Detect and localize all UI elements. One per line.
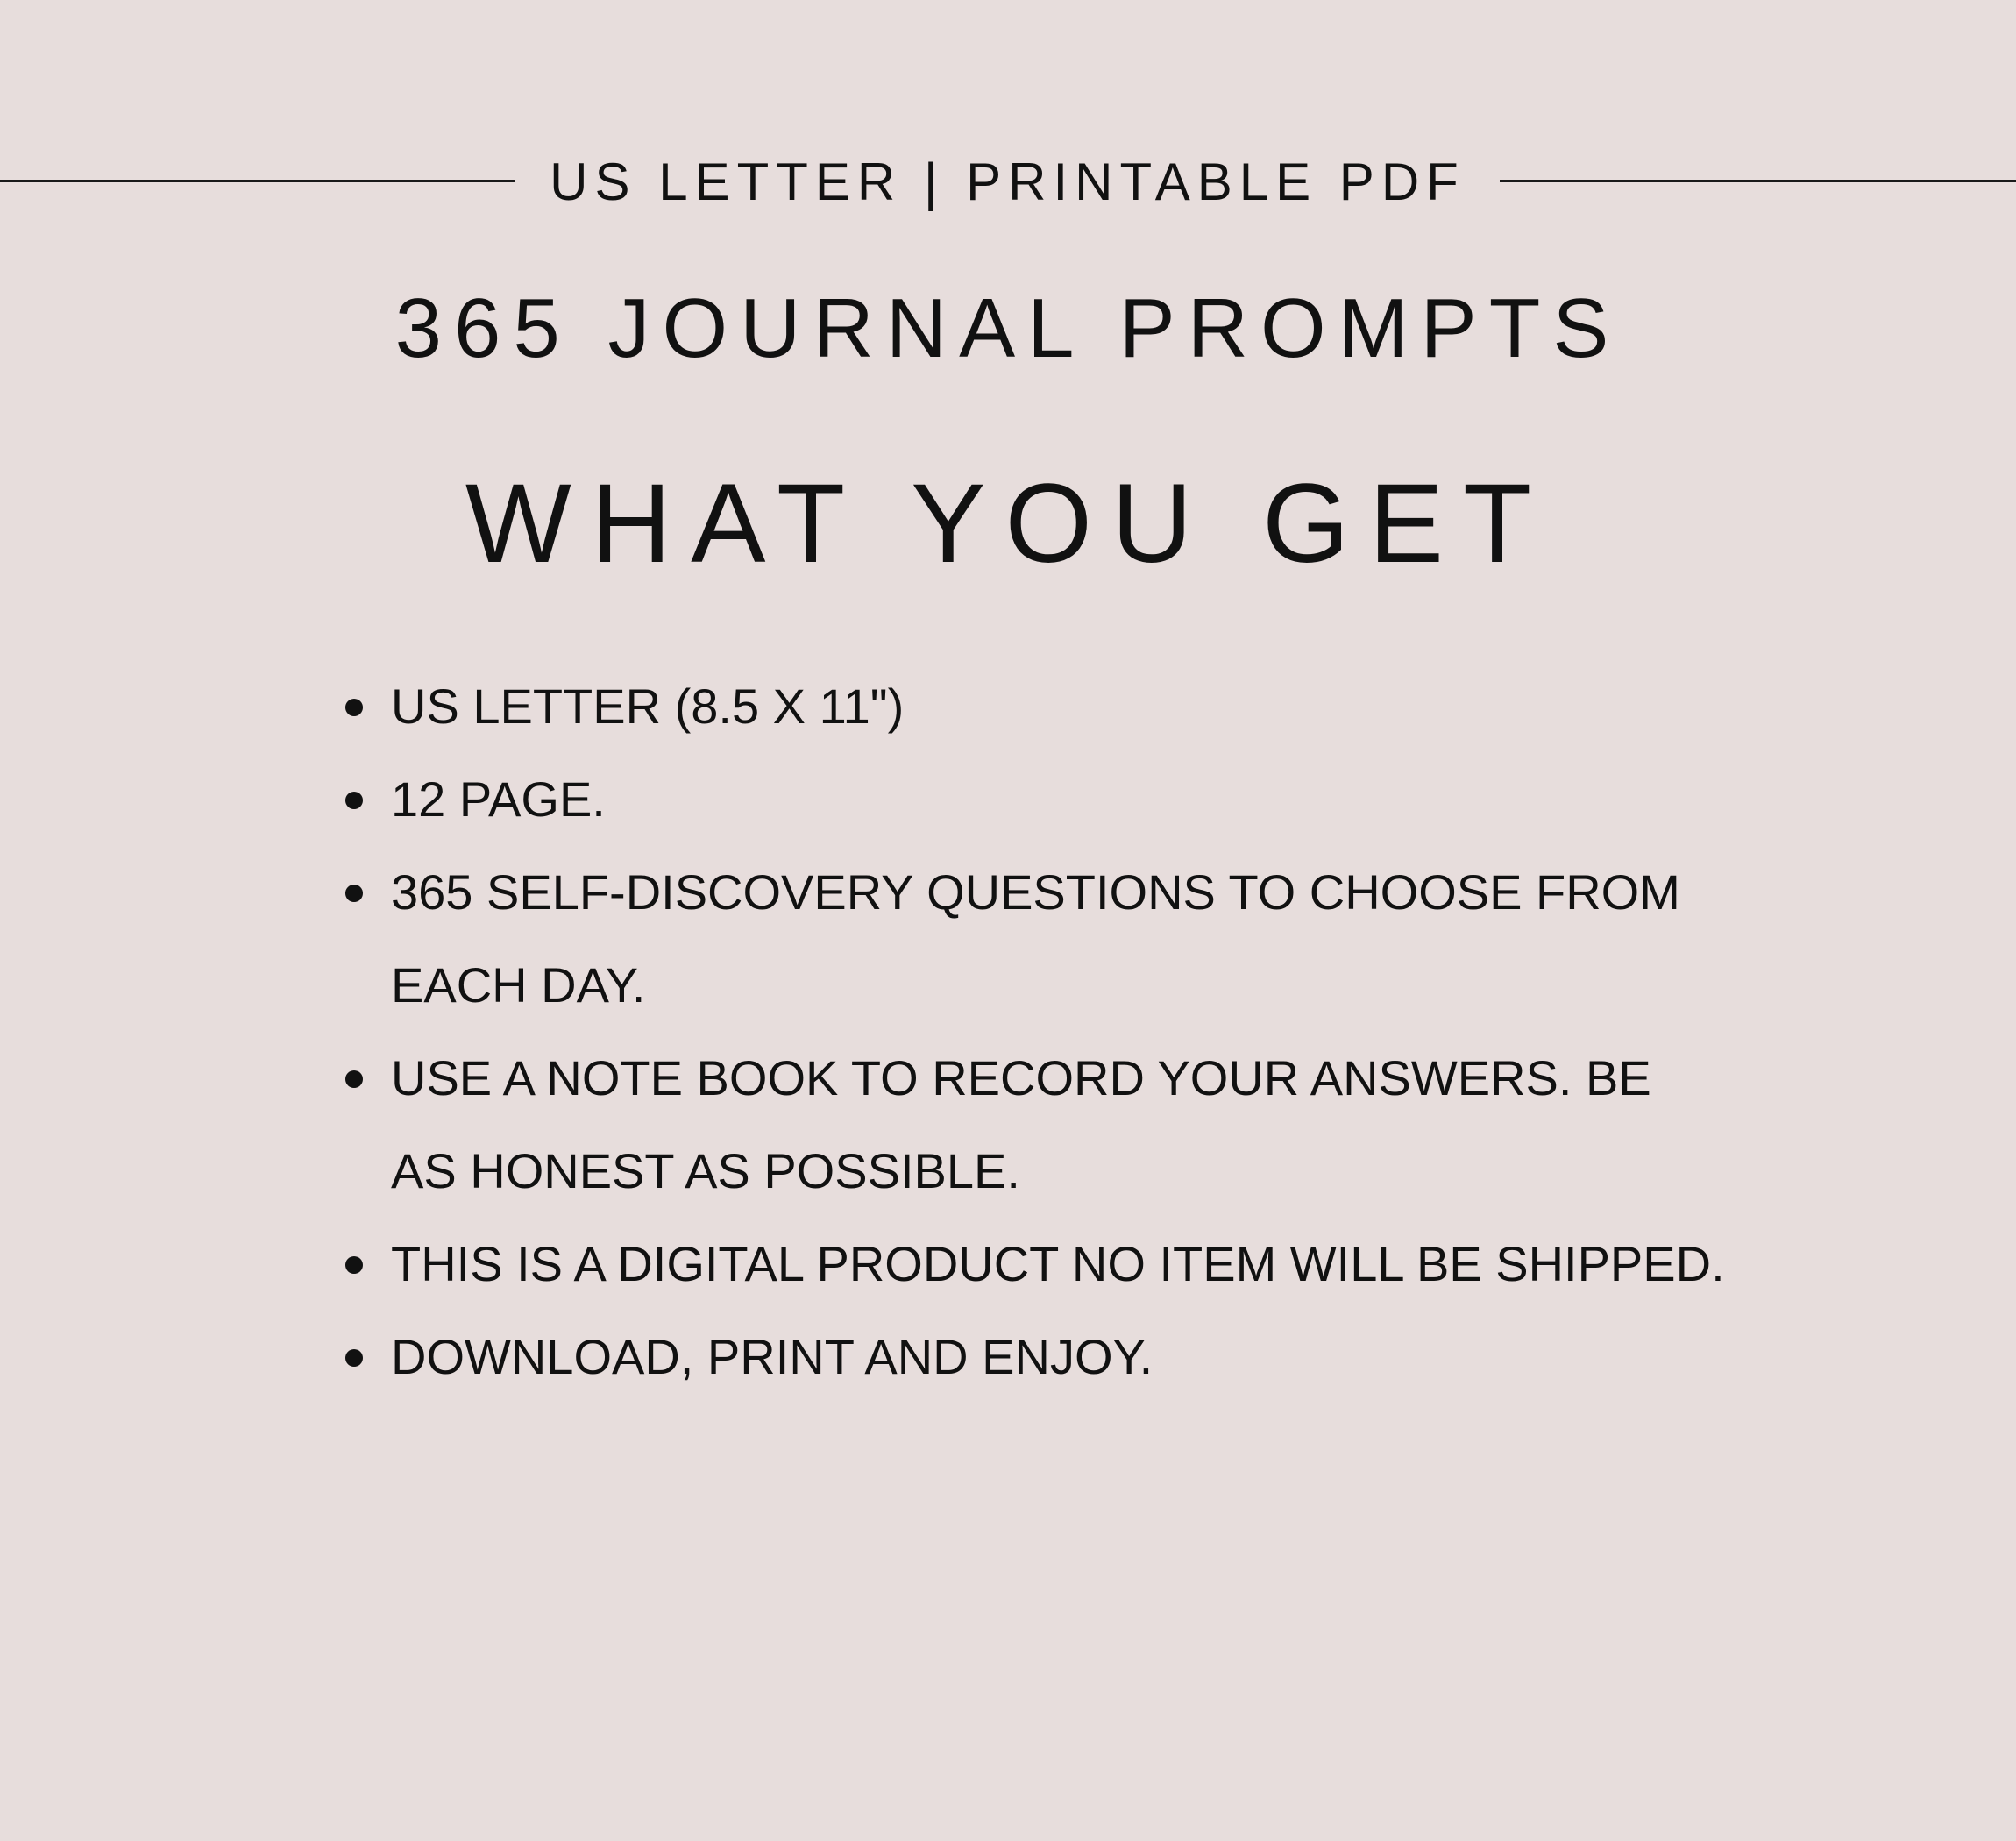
feature-text: THIS IS A DIGITAL PRODUCT NO ITEM WILL BE SHIPPED.: [391, 1236, 1725, 1291]
feature-text: 365 SELF-DISCOVERY QUESTIONS TO CHOOSE FROM: [391, 864, 1680, 920]
section-heading: WHAT YOU GET: [465, 461, 1551, 586]
feature-text: US LETTER (8.5 X 11"): [391, 679, 905, 734]
feature-text: USE A NOTE BOOK TO RECORD YOUR ANSWERS. BE: [391, 1050, 1651, 1105]
features-list: [391, 660, 1758, 1404]
product-title: 365 JOURNAL PROMPTS: [394, 281, 1622, 375]
feature-text-continued: AS HONEST AS POSSIBLE.: [391, 1143, 1020, 1198]
bullet-icon: [345, 699, 363, 716]
feature-text-continued: EACH DAY.: [391, 957, 646, 1013]
header-rule-left: [0, 180, 515, 182]
header-rule-right: [1500, 180, 2016, 182]
feature-text: DOWNLOAD, PRINT AND ENJOY.: [391, 1329, 1154, 1384]
feature-item: [391, 660, 1758, 753]
feature-item: [391, 753, 1758, 846]
bullet-icon: [345, 885, 363, 902]
format-label: US LETTER | PRINTABLE PDF: [550, 153, 1466, 211]
feature-item: [391, 1218, 1758, 1311]
bullet-icon: [345, 1349, 363, 1367]
bullet-icon: [345, 792, 363, 809]
feature-item: [391, 846, 1758, 1032]
feature-item: [391, 1032, 1758, 1218]
feature-text: 12 PAGE.: [391, 771, 606, 827]
bullet-icon: [345, 1256, 363, 1274]
bullet-icon: [345, 1070, 363, 1088]
feature-item: [391, 1311, 1758, 1404]
